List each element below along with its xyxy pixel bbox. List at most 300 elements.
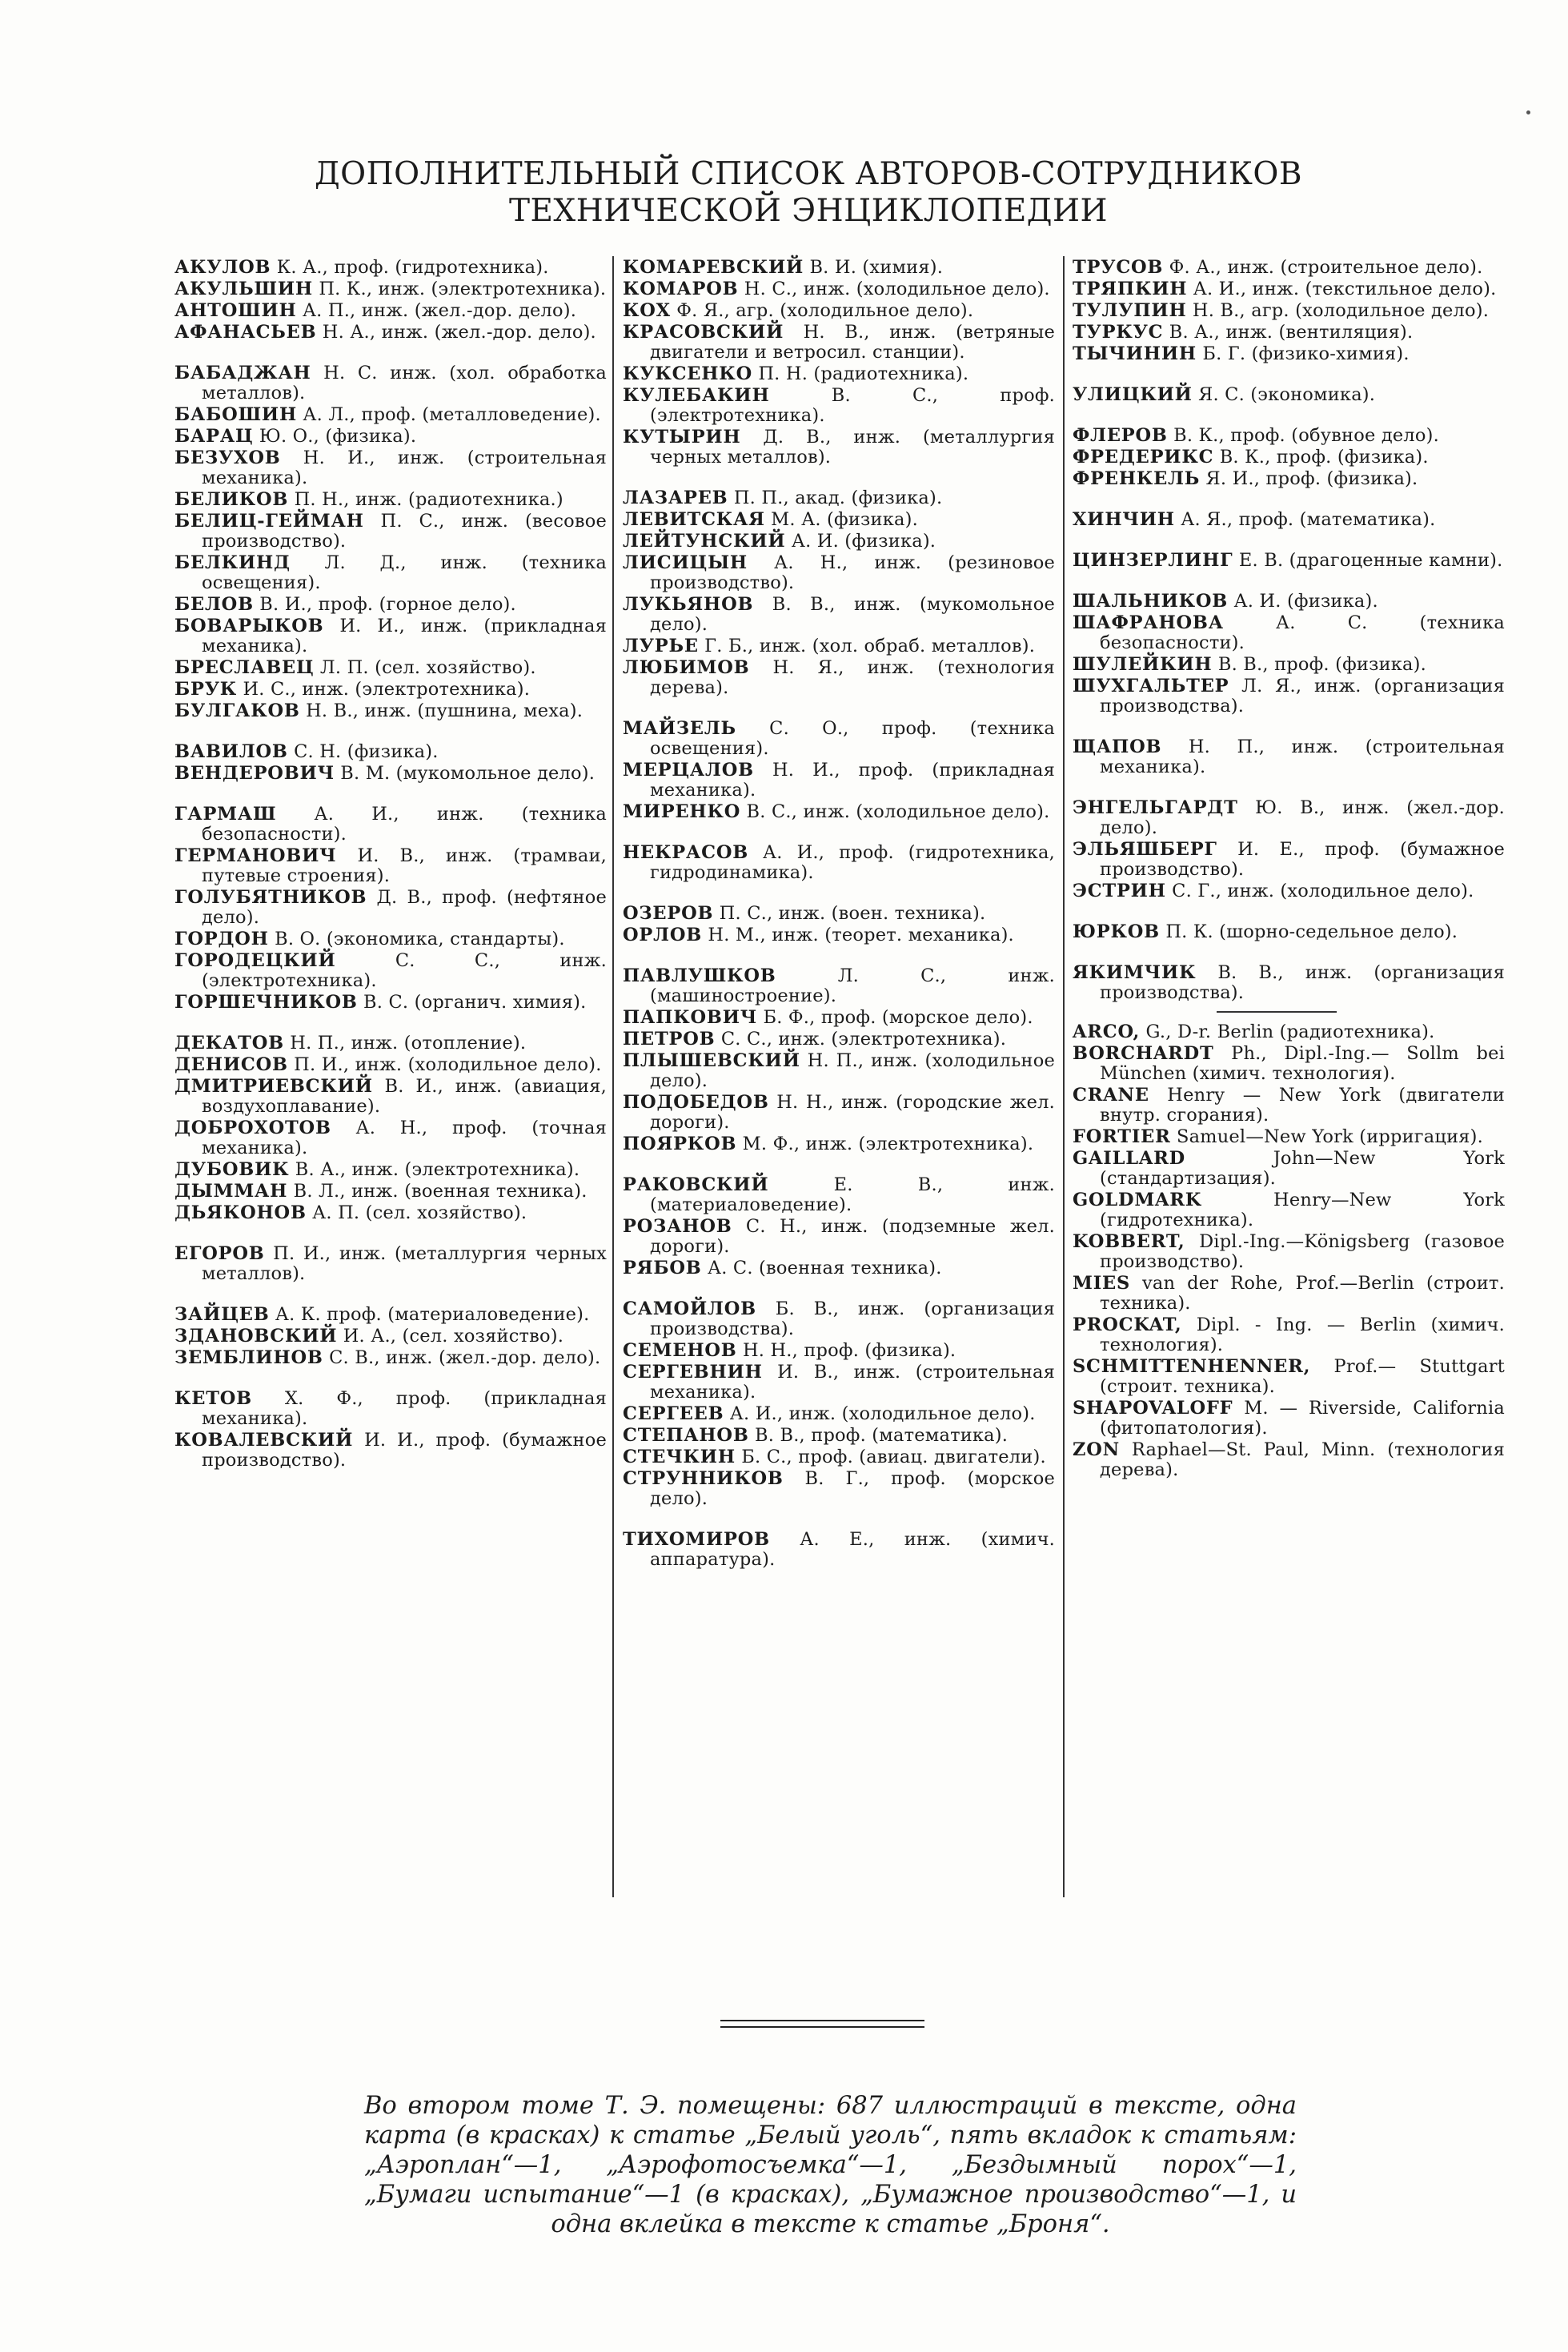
author-name: АКУЛЬШИН [174, 279, 313, 299]
author-details: А. Л., проф. (металловедение). [303, 404, 601, 425]
author-name: ЛУРЬЕ [623, 636, 699, 656]
author-name: ПОЯРКОВ [623, 1134, 737, 1154]
author-details: В. И., проф. (горное дело). [259, 594, 516, 615]
author-entry [623, 279, 1055, 299]
author-details: Samuel—New York (ирригация). [1176, 1126, 1483, 1147]
author-entry [1073, 344, 1505, 364]
author-details: И. В., инж. (строительная механика). [650, 1362, 1055, 1403]
author-details: В. А., инж. (вентиляция). [1169, 322, 1414, 343]
author-entry [623, 488, 1055, 508]
section-rule [720, 2026, 924, 2028]
author-entry [1073, 1399, 1505, 1439]
author-details: Л. Д., инж. (техника освещения). [202, 552, 607, 593]
author-details: G., D-r. Berlin (радиотехника). [1145, 1021, 1435, 1042]
author-name: ГЕРМАНОВИЧ [174, 845, 337, 866]
author-name: БЕЗУХОВ [174, 448, 281, 468]
author-name: БЕЛКИНД [174, 552, 291, 573]
author-entry [623, 1426, 1055, 1446]
author-name: БЕЛОВ [174, 594, 254, 615]
author-name: ЗАЙЦЕВ [174, 1304, 270, 1325]
author-details: В. К., проф. (обувное дело). [1173, 425, 1439, 446]
author-details: А. Е., инж. (химич. аппаратура). [650, 1529, 1056, 1570]
author-entry [1073, 448, 1505, 468]
author-name: ТРЯПКИН [1073, 279, 1188, 299]
author-name: ГОРОДЕЦКИЙ [174, 950, 336, 971]
author-name: АНТОШИН [174, 300, 297, 321]
author-name: ШУЛЕЙКИН [1073, 654, 1213, 675]
author-entry [623, 427, 1055, 468]
column-divider [612, 256, 614, 1897]
author-entry [623, 904, 1055, 924]
author-name: ШАФРАНОВА [1073, 612, 1224, 633]
author-details: Н. И., инж. (строительная механика). [202, 448, 608, 488]
author-details: Х. Ф., проф. (прикладная механика). [202, 1388, 607, 1429]
author-name: ЭНГЕЛЬГАРДТ [1073, 797, 1238, 818]
author-name: ТУЛУПИН [1073, 300, 1187, 321]
author-details: В. В., проф. (физика). [1217, 654, 1426, 675]
author-entry [623, 1299, 1055, 1339]
author-name: ЛЮБИМОВ [623, 657, 750, 678]
author-entry [623, 843, 1055, 883]
author-name: МАЙЗЕЛЬ [623, 718, 736, 739]
author-name: ТЫЧИНИН [1073, 343, 1197, 364]
author-name: КЕТОВ [174, 1388, 252, 1409]
author-name: ВАВИЛОВ [174, 741, 288, 762]
author-name: СТРУННИКОВ [623, 1468, 784, 1489]
author-details: А. И., инж. (холодильное дело). [729, 1403, 1036, 1424]
author-entry [1073, 1315, 1505, 1355]
author-name: FORTIER [1073, 1126, 1171, 1147]
author-name: БОВАРЫКОВ [174, 616, 324, 636]
author-name: ЛЕЙТУНСКИЙ [623, 531, 786, 552]
author-name: КУТЫРИН [623, 427, 741, 448]
author-entry [174, 1118, 607, 1158]
author-name: ПЛЫШЕВСКИЙ [623, 1050, 800, 1071]
author-name: ЭСТРИН [1073, 881, 1166, 901]
author-entry [623, 1363, 1055, 1403]
author-name: ЗЕМБЛИНОВ [174, 1347, 323, 1368]
author-name: ТРУСОВ [1073, 257, 1164, 278]
section-rule [720, 2020, 924, 2021]
author-entry [623, 510, 1055, 530]
author-name: ЛИСИЦЫН [623, 552, 748, 573]
author-entry [174, 1203, 607, 1223]
author-details: Л. С., инж. (машиностроение). [650, 965, 1056, 1006]
author-details: Н. И., проф. (прикладная механика). [650, 760, 1055, 801]
author-name: ЩАПОВ [1073, 737, 1162, 757]
author-details: В. С., проф. (электротехника). [650, 385, 1055, 426]
author-name: ДЕНИСОВ [174, 1054, 288, 1075]
author-details: Е. В., инж. (материаловедение). [650, 1174, 1055, 1215]
author-details: П. И., инж. (металлургия черных металлов). [202, 1243, 607, 1284]
author-details: Ф. А., инж. (строительное дело). [1169, 257, 1483, 278]
author-details: Ю. О., (физика). [259, 426, 417, 447]
author-details: Н. В., инж. (ветряные двигатели и ветросил. станции). [650, 322, 1055, 363]
author-details: Ю. В., инж. (жел.-дор. дело). [1100, 797, 1505, 838]
volume-note: Во втором томе Т. Э. помещены: 687 иллюстраций в тексте, одна карта (в красках) к статье „Белый уголь“, пять вкладок к статьям: „Аэроплан“—1, „Аэрофотосъемка“—1, „Бездымный порох“—1, „Бумаги испытание“—1 (в красках), „Бумажное производство“—1, и одна вклейка в тексте к статье „Броня“. [364, 2092, 1297, 2238]
author-details: С. С., инж. (электротехника). [202, 950, 607, 991]
author-name: БРЕСЛАВЕЦ [174, 657, 315, 678]
author-name: ДМИТРИЕВСКИЙ [174, 1076, 373, 1097]
author-entry [623, 1341, 1055, 1361]
author-details: П. С., инж. (воен. техника). [719, 903, 986, 924]
author-entry [174, 805, 607, 845]
author-details: А. И., инж. (текстильное дело). [1193, 279, 1497, 299]
author-entry [174, 553, 607, 593]
author-entry [174, 1160, 607, 1180]
author-entry [623, 1051, 1055, 1091]
author-name: БАБОШИН [174, 404, 298, 425]
author-entry [623, 925, 1055, 945]
author-entry [1073, 963, 1505, 1003]
author-details: Н. П., инж. (строительная механика). [1100, 737, 1506, 777]
author-name: ШАЛЬНИКОВ [1073, 591, 1229, 612]
author-name: БРУК [174, 679, 238, 700]
author-entry [174, 1034, 607, 1054]
author-entry [1073, 551, 1505, 571]
author-name: РОЗАНОВ [623, 1216, 732, 1237]
author-details: В. С. (органич. химия). [363, 992, 587, 1013]
author-details: Н. В., агр. (холодильное дело). [1192, 300, 1490, 321]
author-entry [174, 951, 607, 991]
author-details: С. Г., инж. (холодильное дело). [1172, 881, 1474, 901]
author-entry [174, 993, 607, 1013]
author-entry [623, 1175, 1055, 1215]
author-details: И. Е., проф. (бумажное производство). [1100, 839, 1505, 880]
author-name: БУЛГАКОВ [174, 700, 300, 721]
author-name: ПАВЛУШКОВ [623, 965, 776, 986]
author-details: П. П., акад. (физика). [733, 488, 943, 508]
author-details: Н. П., инж. (отопление). [290, 1033, 527, 1054]
author-name: GOLDMARK [1073, 1190, 1202, 1210]
print-speck [1526, 110, 1530, 114]
author-details: Н. Н., инж. (городские жел. дороги). [650, 1092, 1055, 1133]
author-entry [174, 490, 607, 510]
author-entry [174, 1327, 607, 1347]
author-details: Л. Я., инж. (организация производства). [1100, 676, 1505, 716]
author-details: И. А., (сел. хозяйство). [343, 1326, 564, 1347]
author-entry [1073, 922, 1505, 942]
author-details: А. С. (техника безопасности). [1100, 612, 1505, 653]
author-details: Я. И., проф. (физика). [1205, 468, 1418, 489]
author-entry [623, 364, 1055, 384]
author-entry [623, 386, 1055, 426]
author-entry [1073, 1357, 1505, 1397]
author-details: Raphael—St. Paul, Minn. (технология дерева). [1100, 1439, 1505, 1480]
author-details: В. М. (мукомольное дело). [340, 763, 596, 784]
author-name: ГОРШЕЧНИКОВ [174, 992, 358, 1013]
author-name: CRANE [1073, 1085, 1149, 1106]
author-entry [623, 802, 1055, 822]
author-name: НЕКРАСОВ [623, 842, 749, 863]
author-details: М. Ф., инж. (электротехника). [742, 1134, 1034, 1154]
author-details: А. И. (физика). [791, 531, 936, 552]
author-entry [1073, 469, 1505, 489]
author-entry [623, 658, 1055, 698]
author-details: Henry—New York (гидротехника). [1100, 1190, 1505, 1230]
author-entry [1073, 798, 1505, 838]
author-details: Д. В., инж. (металлургия черных металлов). [650, 427, 1056, 468]
authors-column-2 [623, 258, 1055, 1571]
author-entry [1073, 1440, 1505, 1480]
author-details: Н. Н., проф. (физика). [742, 1340, 956, 1361]
author-name: БЕЛИЦ-ГЕЙМАН [174, 511, 364, 532]
author-details: Б. В., инж. (организация производства). [650, 1298, 1055, 1339]
author-entry [1073, 613, 1505, 653]
author-entry [174, 846, 607, 886]
author-name: ФРЕНКЕЛЬ [1073, 468, 1201, 489]
author-entry [623, 1134, 1055, 1154]
author-name: СЕРГЕВНИН [623, 1362, 763, 1383]
author-entry [174, 595, 607, 615]
author-name: ПАПКОВИЧ [623, 1007, 758, 1028]
page-title: ДОПОЛНИТЕЛЬНЫЙ СПИСОК АВТОРОВ-СОТРУДНИКОВ ТЕХНИЧЕСКОЙ ЭНЦИКЛОПЕДИИ [314, 156, 1303, 229]
author-name: ARCO, [1073, 1021, 1141, 1042]
author-details: А. П. (сел. хозяйство). [312, 1202, 527, 1223]
author-details: П. С., инж. (весовое производство). [202, 511, 607, 552]
author-details: Н. А., инж. (жел.-дор. дело). [322, 322, 596, 343]
author-entry [623, 323, 1055, 363]
author-details: Н. М., инж. (теорет. механика). [708, 925, 1014, 945]
author-name: ЮРКОВ [1073, 921, 1160, 942]
author-name: SCHMITTENHENNER, [1073, 1356, 1311, 1377]
author-name: ПОДОБЕДОВ [623, 1092, 769, 1113]
author-name: СЕРГЕЕВ [623, 1403, 724, 1424]
author-details: И. В., инж. (трамваи, путевые строения). [202, 845, 607, 886]
author-entry [174, 1431, 607, 1471]
author-name: PROCKAT, [1073, 1314, 1182, 1335]
author-entry [1073, 510, 1505, 530]
author-details: В. К., проф. (физика). [1219, 447, 1429, 468]
author-entry [623, 258, 1055, 278]
author-details: Н. Я., инж. (технология дерева). [650, 657, 1055, 698]
author-details: van der Rohe, Prof.—Berlin (строит. техника). [1100, 1273, 1505, 1314]
author-name: ЛУКЬЯНОВ [623, 594, 754, 615]
author-name: ТИХОМИРОВ [623, 1529, 770, 1550]
author-name: БЕЛИКОВ [174, 489, 289, 510]
author-entry [1073, 592, 1505, 612]
author-name: КУЛЕБАКИН [623, 385, 770, 406]
author-name: ЛЕВИТСКАЯ [623, 509, 765, 530]
author-name: ФРЕДЕРИКС [1073, 447, 1214, 468]
author-entry [623, 553, 1055, 593]
author-name: ТУРКУС [1073, 322, 1164, 343]
author-details: M. — Riverside, California (фитопатология). [1100, 1398, 1505, 1439]
author-name: KOBBERT, [1073, 1231, 1185, 1252]
author-name: КУКСЕНКО [623, 363, 752, 384]
author-name: МЕРЦАЛОВ [623, 760, 754, 781]
author-entry [174, 1348, 607, 1368]
author-details: П. Н. (радиотехника). [758, 363, 969, 384]
author-name: ХИНЧИН [1073, 509, 1175, 530]
author-name: РАКОВСКИЙ [623, 1174, 769, 1195]
author-name: АФАНАСЬЕВ [174, 322, 317, 343]
authors-column-1 [174, 258, 607, 1472]
author-details: Б. С., проф. (авиац. двигатели). [741, 1447, 1046, 1467]
author-entry [623, 719, 1055, 759]
author-entry [174, 258, 607, 278]
author-name: АКУЛОВ [174, 257, 271, 278]
author-details: В. И. (химия). [809, 257, 944, 278]
author-entry [623, 966, 1055, 1006]
author-name: СТЕПАНОВ [623, 1425, 749, 1446]
author-details: Н. В., инж. (пушнина, меха). [306, 700, 583, 721]
author-name: КОХ [623, 300, 671, 321]
author-details: А. Я., проф. (математика). [1181, 509, 1436, 530]
author-details: А. И., проф. (гидротехника, гидродинамика). [650, 842, 1056, 883]
author-details: А. И., инж. (техника безопасности). [202, 804, 607, 845]
author-entry [1073, 1127, 1505, 1147]
author-details: С. В., инж. (жел.-дор. дело). [329, 1347, 601, 1368]
author-details: С. О., проф. (техника освещения). [650, 718, 1055, 759]
author-name: ВЕНДЕРОВИЧ [174, 763, 335, 784]
author-name: КОМАРОВ [623, 279, 739, 299]
author-entry [174, 1305, 607, 1325]
author-name: MIES [1073, 1273, 1131, 1294]
author-entry [623, 1447, 1055, 1467]
author-name: СТЕЧКИН [623, 1447, 736, 1467]
author-details: И. С., инж. (электротехника). [243, 679, 531, 700]
author-entry [1073, 1274, 1505, 1314]
author-name: ЕГОРОВ [174, 1243, 265, 1264]
author-entry [174, 279, 607, 299]
author-name: ЯКИМЧИК [1073, 962, 1197, 983]
author-details: С. Н., инж. (подземные жел. дороги). [650, 1216, 1055, 1257]
author-details: И. И., проф. (бумажное производство). [202, 1430, 607, 1471]
author-details: John—New York (стандартизация). [1100, 1148, 1505, 1189]
author-details: Dipl.-Ing.—Königsberg (газовое производство). [1100, 1231, 1505, 1272]
author-details: В. В., инж. (мукомольное дело). [650, 594, 1055, 635]
author-entry [1073, 1044, 1505, 1084]
author-details: Я. С. (экономика). [1198, 384, 1376, 405]
author-entry [174, 427, 607, 447]
author-details: Е. В. (драгоценные камни). [1238, 550, 1503, 571]
author-entry [174, 363, 607, 403]
author-name: ДОБРОХОТОВ [174, 1118, 331, 1138]
author-details: А. И. (физика). [1233, 591, 1378, 612]
author-entry [1073, 1190, 1505, 1230]
author-details: В. В., проф. (математика). [755, 1425, 1009, 1446]
author-name: КОМАРЕВСКИЙ [623, 257, 804, 278]
author-details: В. С., инж. (холодильное дело). [746, 801, 1050, 822]
author-entry [623, 1008, 1055, 1028]
author-name: ДЬЯКОНОВ [174, 1202, 307, 1223]
author-name: МИРЕНКО [623, 801, 741, 822]
author-name: ФЛЕРОВ [1073, 425, 1168, 446]
author-entry [174, 405, 607, 425]
author-entry [623, 1093, 1055, 1133]
author-details: А. П., инж. (жел.-дор. дело). [302, 300, 577, 321]
author-entry [623, 1404, 1055, 1424]
author-details: Д. В., проф. (нефтяное дело). [202, 887, 607, 928]
author-name: СЕМЕНОВ [623, 1340, 737, 1361]
author-entry [1073, 258, 1505, 278]
author-name: ГАРМАШ [174, 804, 277, 825]
author-details: В. И., инж. (авиация, воздухоплавание). [202, 1076, 607, 1117]
authors-column-3 [1073, 258, 1505, 1482]
author-name: ГОРДОН [174, 929, 269, 949]
author-entry [623, 532, 1055, 552]
author-name: ЭЛЬЯШБЕРГ [1073, 839, 1217, 860]
author-name: SHAPOVALOFF [1073, 1398, 1233, 1419]
author-entry [1073, 1086, 1505, 1126]
author-name: ОРЛОВ [623, 925, 703, 945]
author-details: В. В., инж. (организация производства). [1100, 962, 1505, 1003]
author-details: Л. П. (сел. хозяйство). [319, 657, 536, 678]
author-details: Prof.— Stuttgart (строит. техника). [1100, 1356, 1505, 1397]
author-entry [623, 1030, 1055, 1050]
author-entry [623, 636, 1055, 656]
author-entry [174, 929, 607, 949]
author-details: А. Н., инж. (резиновое производство). [650, 552, 1055, 593]
author-name: ДУБОВИК [174, 1159, 290, 1180]
author-entry [623, 595, 1055, 635]
author-entry [1073, 426, 1505, 446]
author-entry [174, 1055, 607, 1075]
author-details: С. Н. (физика). [294, 741, 439, 762]
author-entry [1073, 737, 1505, 777]
author-name: КОВАЛЕВСКИЙ [174, 1430, 354, 1451]
column-divider [1063, 256, 1065, 1897]
author-details: В. Л., инж. (военная техника). [293, 1181, 587, 1202]
author-details: А. Н., проф. (точная механика). [202, 1118, 607, 1158]
author-details: Б. Г. (физико-химия). [1202, 343, 1410, 364]
author-entry [623, 1530, 1055, 1570]
author-entry [1073, 840, 1505, 880]
author-details: В. Г., проф. (морское дело). [650, 1468, 1055, 1509]
author-entry [174, 512, 607, 552]
author-name: САМОЙЛОВ [623, 1298, 756, 1319]
author-entry [623, 1469, 1055, 1509]
author-details: Ф. Я., агр. (холодильное дело). [676, 300, 974, 321]
list-separator [1217, 1011, 1337, 1013]
author-entry [1073, 655, 1505, 675]
author-entry [174, 616, 607, 656]
author-name: ЛАЗАРЕВ [623, 488, 728, 508]
author-details: К. А., проф. (гидротехника). [276, 257, 549, 278]
author-entry [174, 1389, 607, 1429]
author-name: БАБАДЖАН [174, 363, 311, 383]
author-entry [174, 680, 607, 700]
author-details: А. К. проф. (материаловедение). [275, 1304, 590, 1325]
author-entry [174, 323, 607, 343]
author-entry [174, 1077, 607, 1117]
author-details: С. С., инж. (электротехника). [720, 1029, 1007, 1050]
author-details: Н. П., инж. (холодильное дело). [650, 1050, 1055, 1091]
author-name: БАРАЦ [174, 426, 254, 447]
author-entry [1073, 385, 1505, 405]
author-name: ЦИНЗЕРЛИНГ [1073, 550, 1233, 571]
author-entry [174, 301, 607, 321]
author-details: И. И., инж. (прикладная механика). [202, 616, 607, 656]
author-name: ДЕКАТОВ [174, 1033, 284, 1054]
author-name: ZON [1073, 1439, 1120, 1460]
author-entry [174, 888, 607, 928]
author-entry [174, 448, 607, 488]
author-name: BORCHARDT [1073, 1043, 1214, 1064]
author-details: Ph., Dipl.-Ing.— Sollm bei München (химич. технология). [1100, 1043, 1506, 1084]
author-name: ЗДАНОВСКИЙ [174, 1326, 338, 1347]
author-details: П. Н., инж. (радиотехника.) [294, 489, 563, 510]
author-entry [174, 1182, 607, 1202]
author-entry [1073, 1149, 1505, 1189]
author-entry [1073, 323, 1505, 343]
author-details: Dipl. - Ing. — Berlin (химич. технология). [1100, 1314, 1505, 1355]
author-entry [174, 1244, 607, 1284]
author-name: УЛИЦКИЙ [1073, 384, 1193, 405]
author-details: П. К. (шорно-седельное дело). [1165, 921, 1458, 942]
author-details: М. А. (физика). [771, 509, 918, 530]
